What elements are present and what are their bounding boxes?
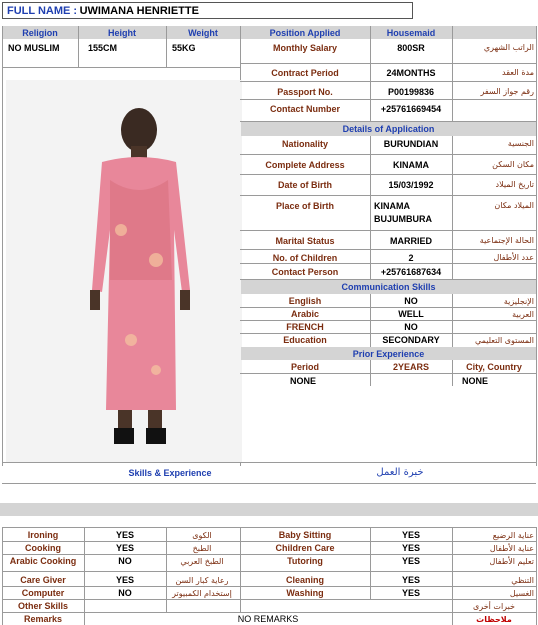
skill-label: Children Care (275, 543, 335, 553)
skill-label: Care Giver (20, 575, 66, 585)
skill-value: YES (115, 575, 134, 585)
position-header: Position Applied (269, 27, 341, 38)
other-skills-arabic: خبرات أخرى (473, 601, 515, 611)
communication-label: FRENCH (286, 322, 324, 332)
remarks-value: NO REMARKS (237, 614, 299, 624)
communication-arabic: العربية (512, 309, 534, 319)
communication-arabic: الإنجليزية (503, 296, 534, 306)
application-arabic: تاريخ الميلاد (495, 180, 534, 189)
prior-period-value: 2YEARS (392, 362, 429, 372)
weight-value: 55KG (172, 42, 196, 53)
weight-header: Weight (188, 27, 218, 38)
detail-label: Passport No. (277, 86, 333, 97)
skill-arabic: تعليم الأطفال (489, 556, 534, 566)
skill-arabic: عناية الأطفال (489, 543, 534, 553)
application-value: +25761687634 (380, 266, 442, 277)
application-value: MARRIED (390, 235, 432, 246)
communication-arabic: المستوى التعليمي (474, 335, 534, 345)
application-label: No. of Children (272, 252, 338, 263)
application-header: Details of Application (241, 122, 536, 136)
application-label: Place of Birth (275, 200, 334, 211)
height-header: Height (108, 27, 136, 38)
skill-value: YES (115, 530, 134, 540)
skill-value: YES (115, 543, 134, 553)
communication-value: NO (404, 296, 418, 306)
skill-value: YES (401, 543, 420, 553)
communication-label: Arabic (290, 309, 319, 319)
application-value: KINAMA (374, 200, 410, 211)
prior-city-label: City, Country (466, 362, 522, 372)
application-value: KINAMA (393, 159, 429, 170)
skill-label: Tutoring (287, 556, 323, 566)
detail-label: Monthly Salary (272, 42, 337, 53)
application-value: 15/03/1992 (388, 179, 434, 190)
detail-value: 800SR (397, 42, 425, 53)
detail-value: P00199836 (387, 86, 435, 97)
application-value: BURUNDIAN (383, 138, 439, 149)
height-value: 155CM (88, 42, 118, 53)
skill-value: NO (118, 556, 132, 566)
application-label: Contact Person (271, 266, 339, 277)
skill-label: Cleaning (285, 575, 324, 585)
application-arabic: عدد الأطفال (493, 253, 534, 262)
separator (0, 503, 538, 516)
remarks-arabic: ملاحظات (476, 614, 512, 624)
other-skills-label: Other Skills (17, 601, 69, 611)
application-arabic: مكان السكن (492, 160, 534, 169)
communication-label: English (288, 296, 322, 306)
skills-bar (2, 462, 536, 484)
prior-period-label: Period (290, 362, 319, 372)
application-value: 2 (408, 252, 414, 263)
remarks-label: Remarks (23, 614, 63, 624)
application-label: Complete Address (265, 159, 345, 170)
skills-bar-label: Skills & Experience (128, 468, 212, 478)
skill-value: NO (118, 588, 132, 598)
name-label: FULL NAME : (7, 5, 78, 17)
detail-label: Contract Period (271, 67, 339, 78)
application-label: Nationality (281, 138, 328, 149)
skills-bar-arabic: خبرة العمل (376, 466, 424, 478)
application-value-2: BUJUMBURA (374, 213, 432, 224)
religion-value: NO MUSLIM (8, 42, 60, 53)
application-arabic: الميلاد مكان (494, 201, 534, 210)
skill-arabic: إستخدام الكمبيوتر (172, 588, 232, 598)
detail-arabic: الراتب الشهري (483, 43, 534, 52)
communication-value: NO (404, 322, 418, 332)
skill-value: YES (401, 556, 420, 566)
skill-arabic: الغسيل (509, 588, 534, 598)
application-arabic: الحالة الإجتماعية (479, 236, 534, 245)
communication-value: WELL (398, 309, 424, 319)
skill-arabic: رعاية كبار السن (175, 575, 229, 585)
application-arabic: الجنسية (507, 139, 534, 148)
skill-arabic: الكوى (192, 530, 212, 540)
communication-header: Communication Skills (241, 280, 536, 294)
detail-value: 24MONTHS (386, 67, 436, 78)
applicant-photo (6, 80, 242, 462)
skill-label: Arabic Cooking (9, 556, 77, 566)
name-value: UWIMANA HENRIETTE (79, 5, 199, 17)
application-label: Date of Birth (278, 179, 332, 190)
detail-label: Contact Number (269, 103, 340, 114)
prior-city-value: NONE (462, 376, 489, 386)
skill-label: Cooking (25, 543, 61, 553)
skill-label: Computer (21, 588, 65, 598)
name-box (2, 2, 413, 19)
skill-value: YES (401, 575, 420, 585)
skill-label: Baby Sitting (278, 530, 332, 540)
skill-arabic: عناية الرضيع (492, 530, 534, 540)
application-label: Marital Status (275, 235, 335, 246)
skill-value: YES (401, 530, 420, 540)
prior-header: Prior Experience (241, 347, 536, 360)
skill-arabic: التنظي (511, 575, 534, 585)
detail-arabic: مدة العقد (502, 68, 534, 77)
position-value: Housemaid (386, 27, 436, 38)
religion-header: Religion (22, 27, 58, 38)
communication-value: SECONDARY (382, 335, 440, 345)
skill-value: YES (401, 588, 420, 598)
detail-value: +25761669454 (380, 103, 442, 114)
skill-arabic: الطبخ (192, 543, 212, 553)
skill-label: Ironing (27, 530, 59, 540)
skill-label: Washing (286, 588, 324, 598)
skill-arabic: الطبخ العربي (180, 556, 224, 566)
communication-label: Education (283, 335, 327, 345)
detail-arabic: رقم جواز السفر (480, 87, 534, 96)
prior-experience-value: NONE (290, 376, 317, 386)
